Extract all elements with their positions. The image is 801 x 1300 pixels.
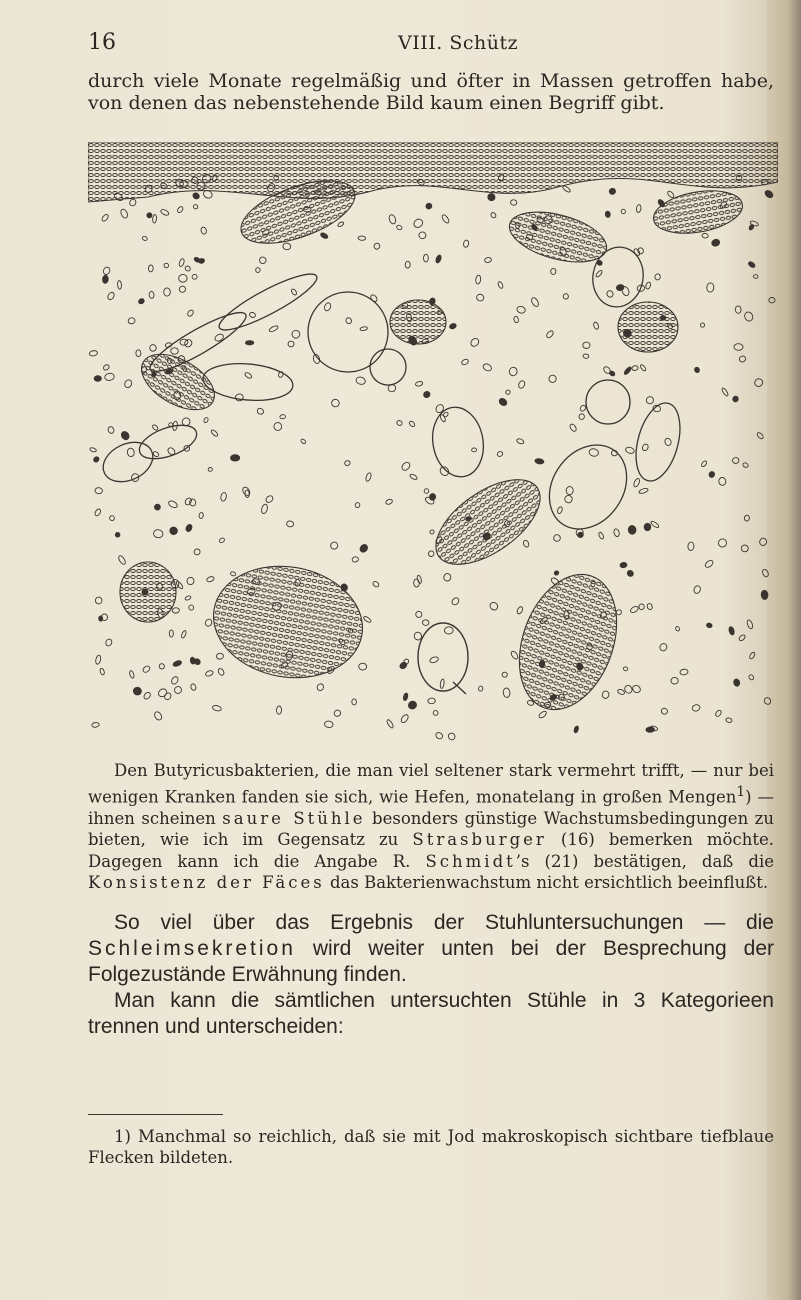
footnote-divider [88, 1114, 223, 1115]
paragraph-butyricus: Den Butyricusbakterien, die man viel seltener stark vermehrt trifft, — nur bei wenigen Kranken fanden sie sich, wie Hefen, monatelang in großen Mengen$^1$) — ihnen scheinen saure Stühle besonders günstige Wachstumsbedingungen zu bieten, wie ich im Gegensatz zu Strasburger (16) bemerken möchte. Dagegen kann ich die Angabe R. Schmidt’s (21) bestätigen, daß die Konsistenz der Fäces das Bakterienwachstum nicht ersichtlich beeinflußt. [88, 761, 774, 892]
page-header [88, 30, 778, 60]
page-number: 16 [88, 30, 116, 55]
body-text [88, 760, 774, 894]
large-text-block [88, 910, 774, 1040]
paragraph-summary: So viel über das Ergebnis der Stuhluntersuchungen — die Schleimsekretion wird weiter unten bei der Besprechung der Folgezustände Erwähnung finden. [88, 911, 774, 986]
footnote-ref: 1 [736, 783, 746, 800]
running-head: VIII. Schütz [398, 32, 519, 54]
bacteria-figure [88, 142, 778, 754]
footnote [88, 1126, 774, 1168]
paragraph-categories: Man kann die sämtlichen untersuchten Stühle in 3 Kategorieen trennen und unterscheiden: [88, 989, 774, 1038]
intro-paragraph: durch viele Monate regelmäßig und öfter in Massen getroffen habe, von denen das nebenstehende Bild kaum einen Begriff gibt. [88, 70, 774, 114]
footnote-text: 1) Manchmal so reichlich, daß sie mit Jod makroskopisch sichtbare tiefblaue Flecken bildeten. [88, 1127, 774, 1167]
bacteria-illustration-icon [88, 142, 778, 754]
